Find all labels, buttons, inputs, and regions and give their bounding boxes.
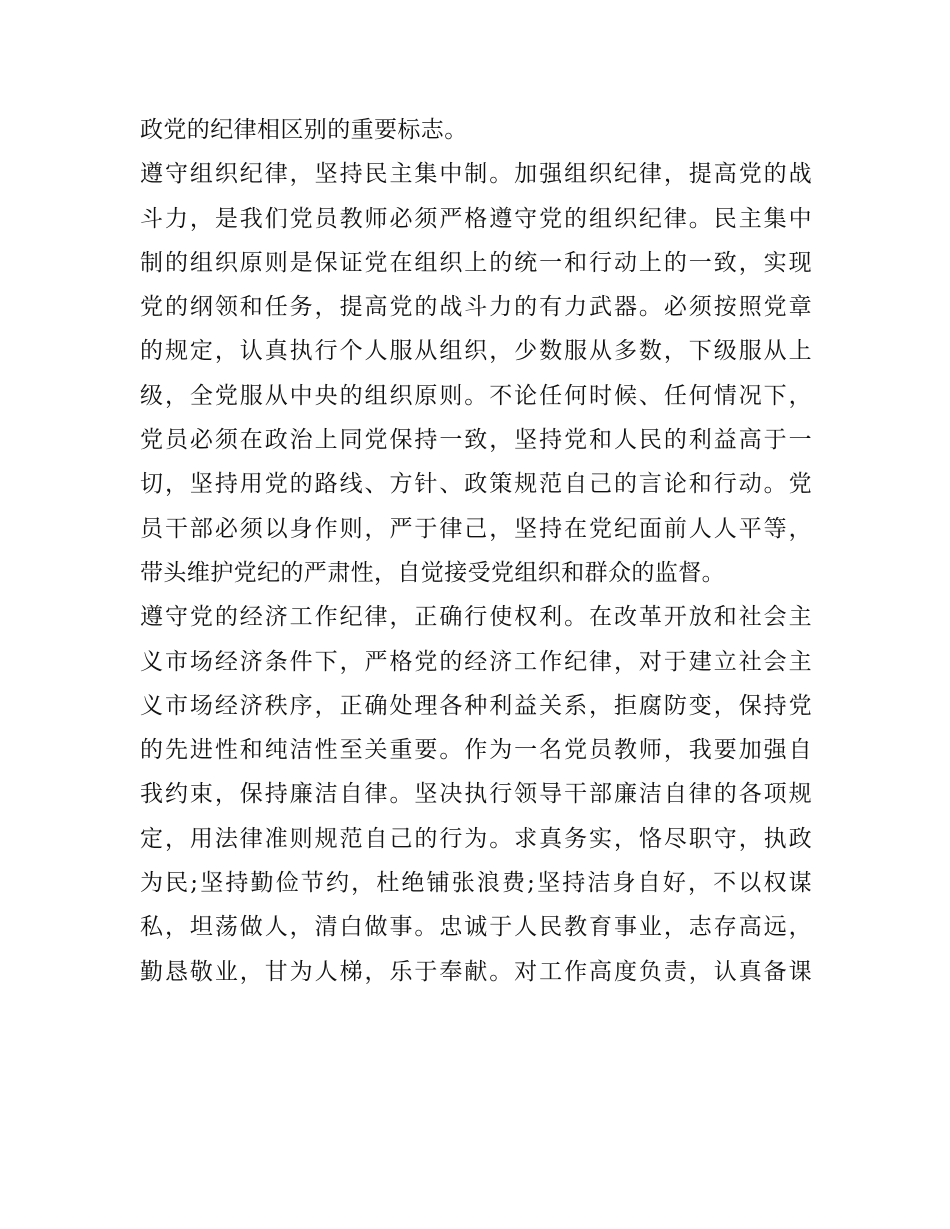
text-line: 义市场经济条件下，严格党的经济工作纪律，对于建立社会主 bbox=[140, 648, 812, 675]
body-text bbox=[140, 108, 812, 994]
text-line: 党员必须在政治上同党保持一致，坚持党和人民的利益高于一 bbox=[140, 427, 812, 454]
text-line: 遵守党的经济工作纪律，正确行使权利。在改革开放和社会主 bbox=[140, 604, 812, 631]
text-line: 遵守组织纪律，坚持民主集中制。加强组织纪律，提高党的战 bbox=[140, 161, 812, 188]
text-line: 制的组织原则是保证党在组织上的统一和行动上的一致，实现 bbox=[140, 249, 812, 276]
text-line: 政党的纪律相区别的重要标志。 bbox=[140, 117, 468, 143]
text-line: 私，坦荡做人，清白做事。忠诚于人民教育事业，志存高远， bbox=[140, 914, 812, 941]
text-line: 级，全党服从中央的组织原则。不论任何时候、任何情况下， bbox=[140, 382, 812, 409]
text-line: 带头维护党纪的严肃性，自觉接受党组织和群众的监督。 bbox=[140, 559, 725, 586]
text-line: 斗力，是我们党员教师必须严格遵守党的组织纪律。民主集中 bbox=[140, 205, 812, 232]
text-line: 的先进性和纯洁性至关重要。作为一名党员教师，我要加强自 bbox=[140, 737, 812, 764]
text-line: 我约束，保持廉洁自律。坚决执行领导干部廉洁自律的各项规 bbox=[140, 781, 812, 808]
text-line: 党的纲领和任务，提高党的战斗力的有力武器。必须按照党章 bbox=[140, 294, 812, 321]
text-line: 的规定，认真执行个人服从组织，少数服从多数，下级服从上 bbox=[140, 338, 812, 365]
text-line: 勤恳敬业，甘为人梯，乐于奉献。对工作高度负责，认真备课 bbox=[140, 958, 812, 985]
text-line: 义市场经济秩序，正确处理各种利益关系，拒腐防变，保持党 bbox=[140, 692, 812, 719]
text-line: 切，坚持用党的路线、方针、政策规范自己的言论和行动。党 bbox=[140, 471, 812, 498]
text-line: 员干部必须以身作则，严于律己，坚持在党纪面前人人平等， bbox=[140, 515, 812, 542]
text-line: 为民;坚持勤俭节约，杜绝铺张浪费;坚持洁身自好，不以权谋 bbox=[140, 870, 812, 897]
text-line: 定，用法律准则规范自己的行为。求真务实，恪尽职守，执政 bbox=[140, 825, 812, 852]
